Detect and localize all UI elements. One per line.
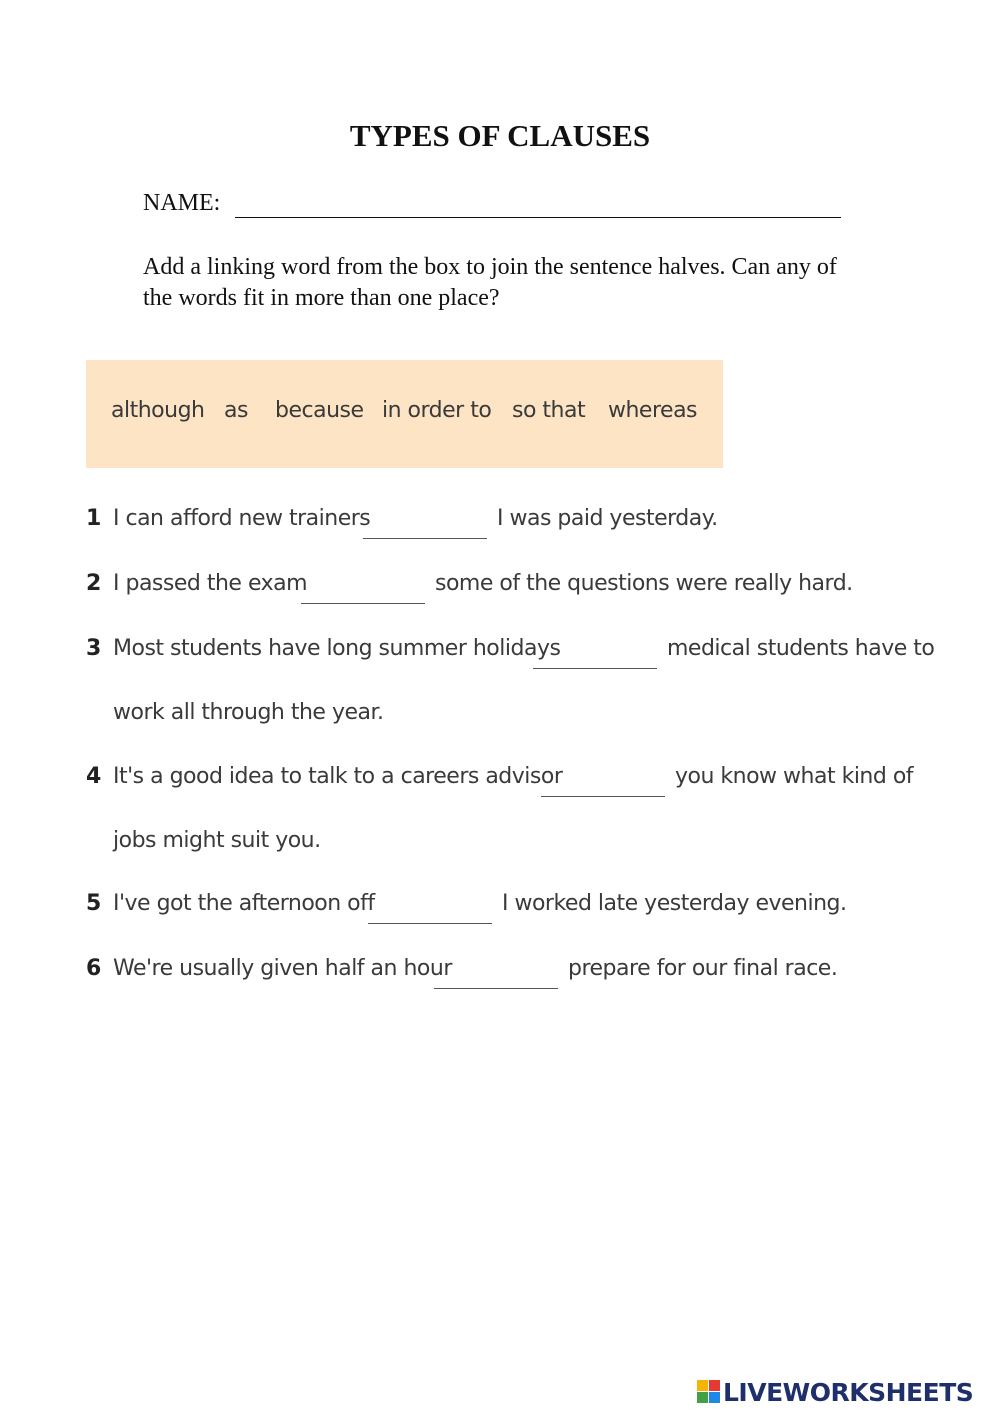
question-text-before: I've got the afternoon off (113, 891, 375, 916)
word-box-item: whereas (608, 398, 698, 423)
logo-mark-icon (697, 1380, 721, 1404)
question-text-after: you know what kind of (675, 764, 914, 789)
question-text-after: medical students have to (667, 636, 935, 661)
answer-blank[interactable] (541, 796, 665, 797)
question-text-before: Most students have long summer holidays (113, 636, 561, 661)
logo-text: LIVEWORKSHEETS (723, 1378, 974, 1407)
word-box-item: so that (512, 398, 586, 423)
question-number: 6 (86, 956, 101, 981)
answer-blank[interactable] (533, 668, 657, 669)
question-number: 1 (86, 506, 101, 531)
answer-blank[interactable] (301, 603, 425, 604)
word-box-item: because (275, 398, 364, 423)
answer-blank[interactable] (434, 988, 558, 989)
question-text-after: I was paid yesterday. (497, 506, 718, 531)
question-number: 2 (86, 571, 101, 596)
question-number: 5 (86, 891, 101, 916)
question-number: 3 (86, 636, 101, 661)
word-box (86, 360, 723, 468)
word-box-item: as (224, 398, 248, 423)
question-text-after: prepare for our final race. (568, 956, 838, 981)
question-text-after: some of the questions were really hard. (435, 571, 853, 596)
question-text-continuation: jobs might suit you. (113, 828, 321, 853)
question-text-before: We're usually given half an hour (113, 956, 452, 981)
name-row (143, 190, 843, 222)
question-text-before: I can afford new trainers (113, 506, 371, 531)
answer-blank[interactable] (363, 538, 487, 539)
question-number: 4 (86, 764, 101, 789)
word-box-item: although (111, 398, 205, 423)
question-text-after: I worked late yesterday evening. (502, 891, 847, 916)
answer-blank[interactable] (368, 923, 492, 924)
question-text-before: It's a good idea to talk to a careers advisor (113, 764, 563, 789)
word-box-item: in order to (382, 398, 492, 423)
name-field[interactable] (235, 217, 841, 218)
instructions: Add a linking word from the box to join the sentence halves. Can any of the words fit in more than one place? (143, 254, 837, 311)
question-text-before: I passed the exam (113, 571, 308, 596)
question-text-continuation: work all through the year. (113, 700, 384, 725)
liveworksheets-logo (697, 1380, 997, 1408)
worksheet-title: TYPES OF CLAUSES (349, 118, 651, 153)
name-label: NAME: (143, 190, 221, 216)
